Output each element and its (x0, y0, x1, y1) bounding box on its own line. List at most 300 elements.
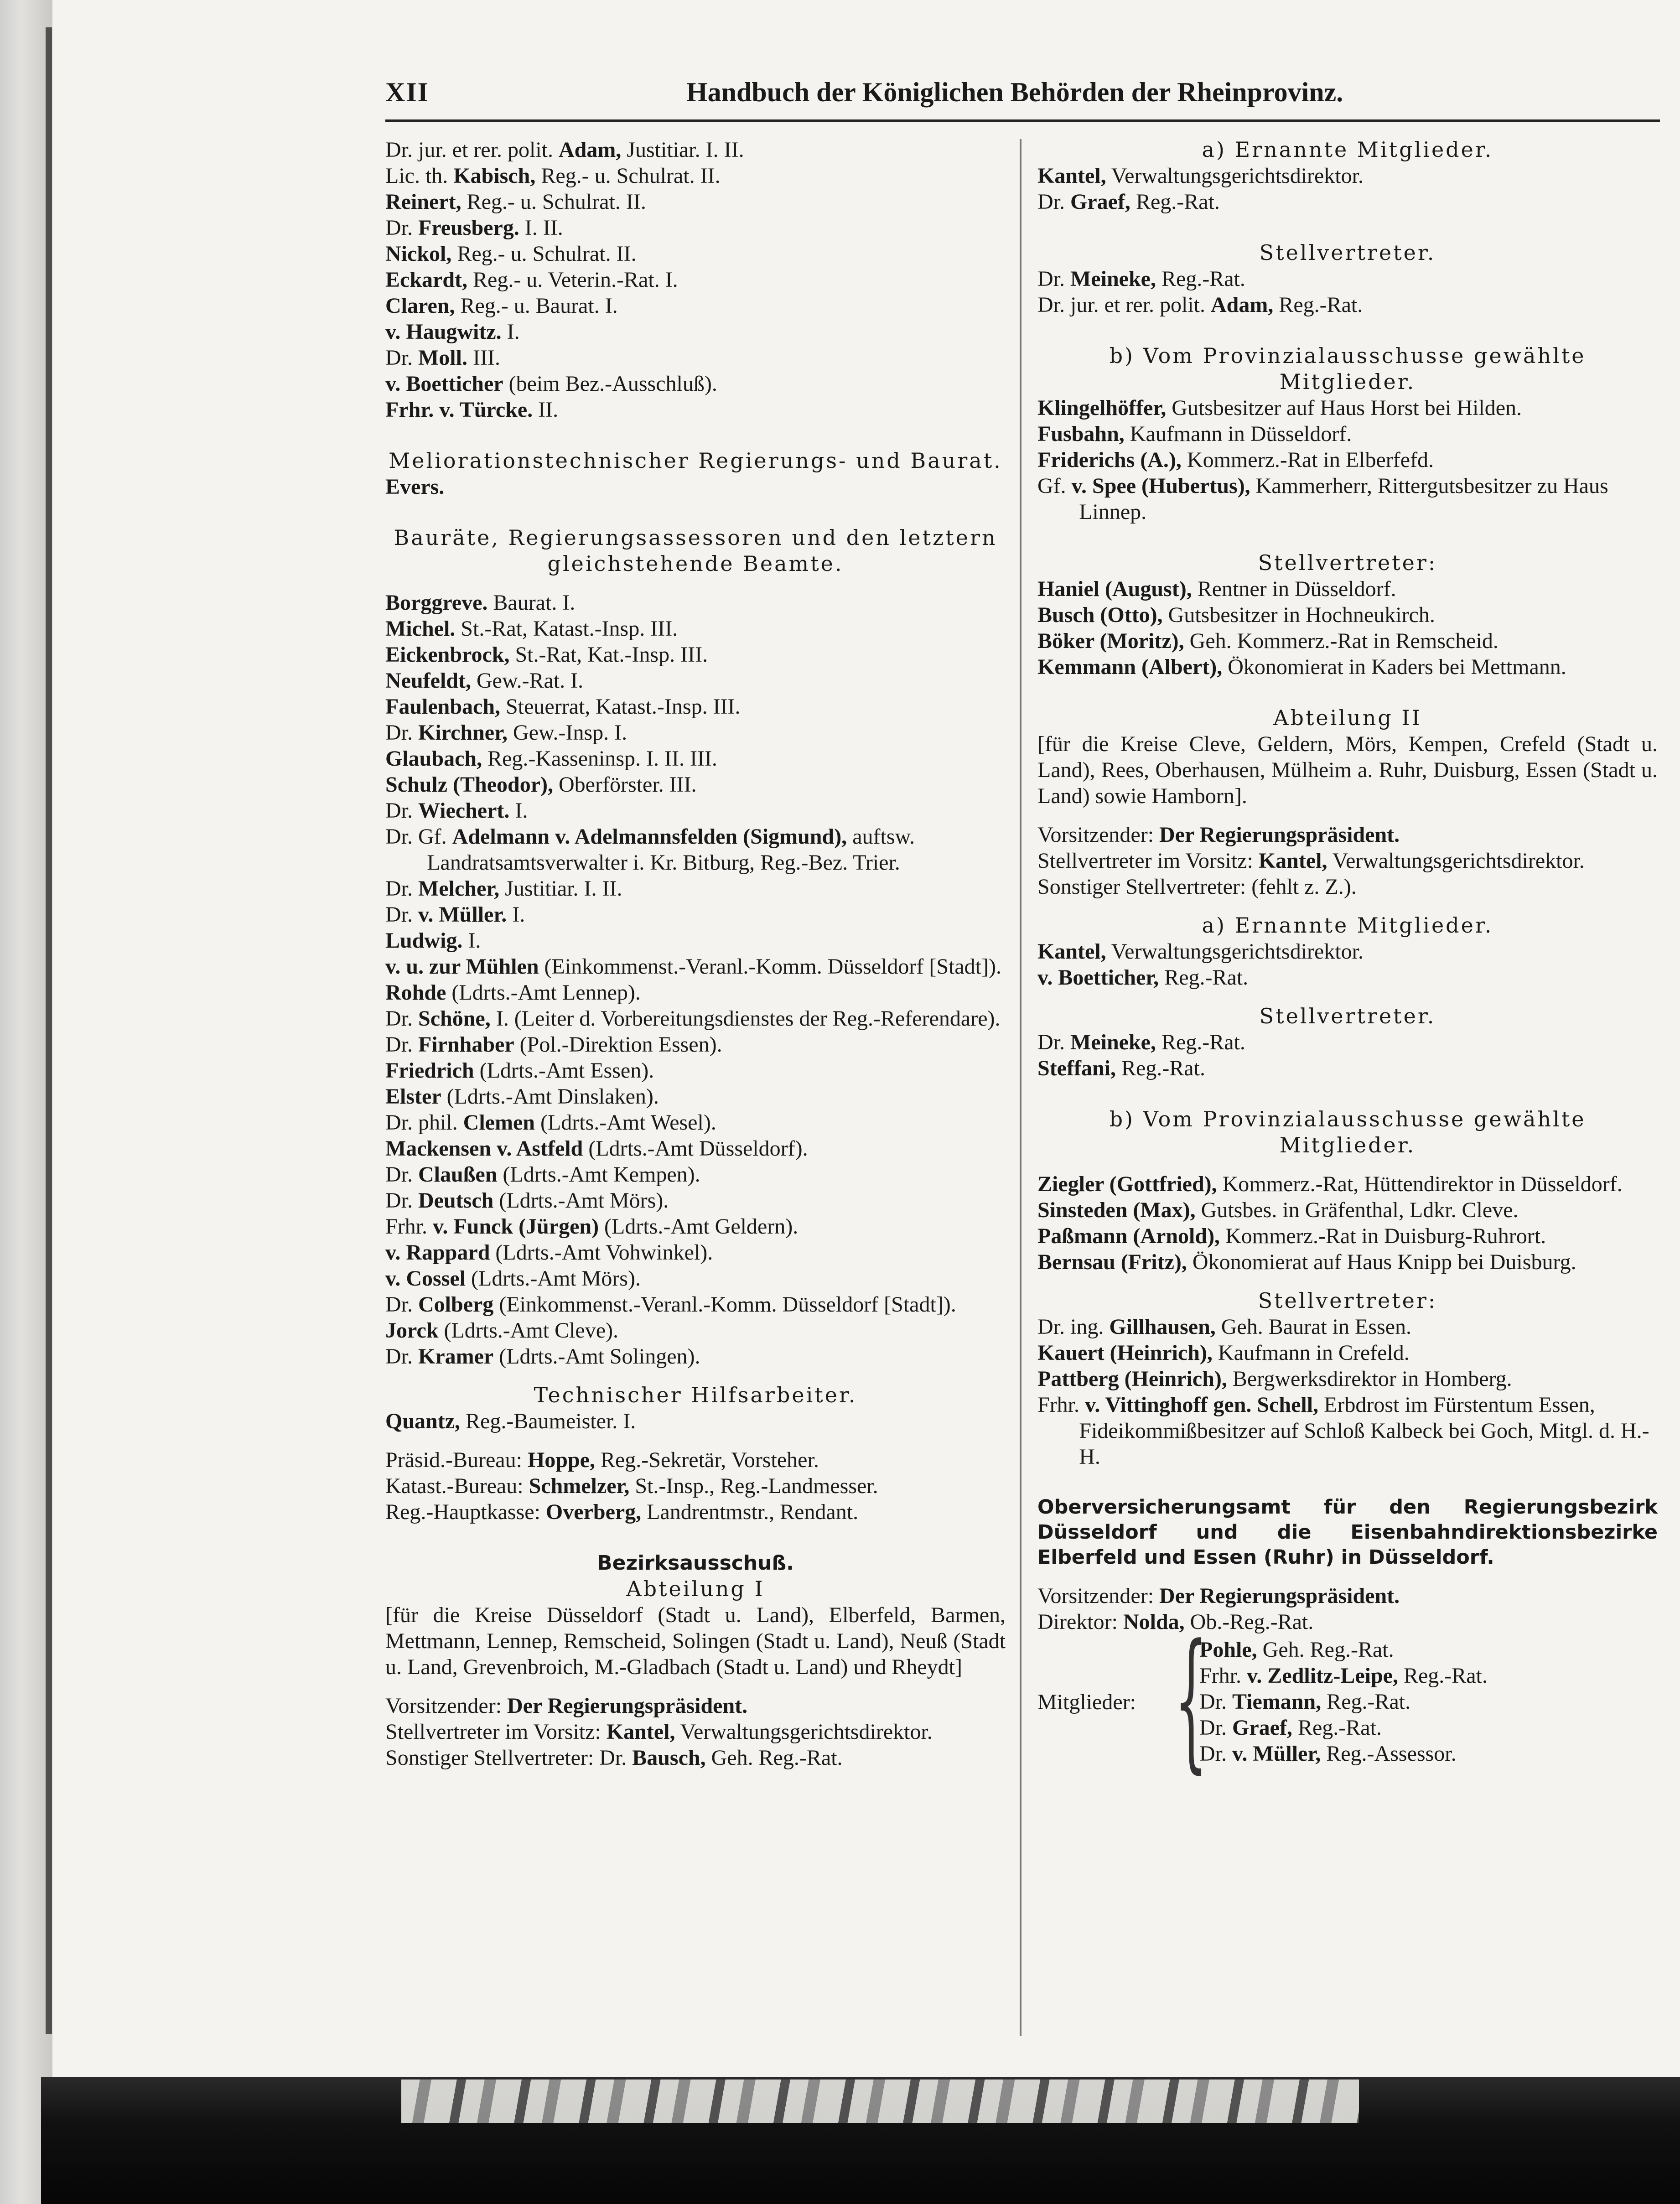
entry-detail: Reg.- u. Veterin.-Rat. I. (467, 268, 678, 292)
entry-prefix: Dr. (385, 1162, 418, 1187)
entry-name: Eickenbrock, (385, 643, 510, 667)
entry-list (1037, 1314, 1658, 1470)
entry-name: Friedrich (385, 1058, 474, 1083)
list-entry (385, 1188, 1006, 1213)
entry-detail: Kaufmann in Crefeld. (1212, 1341, 1410, 1365)
list-entry (1037, 1197, 1658, 1223)
list-entry (1037, 1583, 1658, 1609)
entry-name: Meineke, (1070, 1030, 1156, 1054)
entry-name: Neufeldt, (385, 669, 471, 693)
list-entry (385, 163, 1006, 189)
list-entry (385, 694, 1006, 720)
entry-name: Kantel, (1258, 849, 1327, 873)
entry-detail: St.-Rat, Kat.-Insp. III. (509, 643, 708, 667)
section-heading-gewaehlte-2: b) Vom Provinzialausschusse gewählte Mitglieder. (1109, 1107, 1586, 1157)
entry-detail: Landrentmstr., Rendant. (641, 1500, 859, 1524)
list-entry (385, 1745, 1006, 1771)
list-entry (1037, 447, 1658, 473)
entry-detail: (Einkommenst.-Veranl.-Komm. Düsseldorf [Stadt]). (539, 954, 1001, 979)
entry-prefix: Vorsitzender: (1037, 823, 1160, 847)
column-divider (1020, 139, 1021, 2036)
entry-name: Elster (385, 1084, 441, 1109)
entry-list (1037, 395, 1658, 525)
entry-detail: Geh. Baurat in Essen. (1215, 1315, 1411, 1339)
list-entry (385, 902, 1006, 928)
section-heading-baurate: Bauräte, Regierungsassessoren und den letztern gleichstehende Beamte. (394, 525, 997, 576)
entry-name: Friderichs (A.), (1037, 448, 1182, 472)
bureau-list (385, 1447, 1006, 1525)
entry-name: Haniel (August), (1037, 577, 1192, 601)
entry-name: Frhr. v. Türcke. (385, 398, 533, 422)
entry-name: Kantel, (606, 1720, 675, 1744)
list-entry (1037, 1029, 1658, 1055)
list-entry (385, 345, 1006, 371)
list-entry (385, 241, 1006, 267)
entry-list (1037, 576, 1658, 680)
entry-prefix: Dr. (385, 902, 418, 927)
entry-detail: Reg.-Kasseninsp. I. II. III. (482, 747, 717, 771)
entry-name: Deutsch (418, 1188, 494, 1213)
entry-prefix: Frhr. (1037, 1393, 1085, 1417)
left-column (385, 137, 1006, 1771)
entry-prefix: Dr. (385, 1292, 418, 1317)
list-entry (385, 720, 1006, 746)
entry-detail: (Einkommenst.-Veranl.-Komm. Düsseldorf [Stadt]). (493, 1292, 956, 1317)
entry-name: Michel. (385, 617, 456, 641)
entry-detail: (Pol.-Direktion Essen). (514, 1032, 722, 1057)
entry-detail: Gutsbesitzer in Hochneukirch. (1162, 603, 1435, 627)
entry-name: Der Regierungspräsident. (1159, 1584, 1400, 1608)
list-entry (385, 1693, 1006, 1719)
entry-detail: Steuerrat, Katast.-Insp. III. (500, 695, 741, 719)
list-entry (385, 189, 1006, 215)
list-entry (1037, 473, 1658, 525)
list-entry (385, 1239, 1006, 1265)
entry-name: Kantel, (1037, 164, 1106, 188)
page-header (385, 68, 1660, 114)
list-entry (385, 876, 1006, 902)
section-heading-meliorations: Meliorationstechnischer Regierungs- und Baurat. (389, 448, 1002, 473)
entry-detail: (Ldrts.-Amt Kempen). (497, 1162, 700, 1187)
entry-detail: Reg.-Rat. (1159, 965, 1249, 990)
entry-name: Eckardt, (385, 268, 467, 292)
entry-prefix: Vorsitzender: (1037, 1584, 1160, 1608)
entry-name: Hoppe, (527, 1448, 595, 1472)
list-entry (1037, 1171, 1658, 1197)
entry-prefix: Dr. (385, 799, 418, 823)
entry-name: Ziegler (Gottfried), (1037, 1172, 1217, 1196)
entry-detail: (beim Bez.-Ausschluß). (503, 372, 717, 396)
entry-name: v. Müller. (418, 902, 507, 927)
list-entry (1037, 1055, 1658, 1081)
entry-detail: Reg.-Rat. (1273, 293, 1363, 317)
scan-torn-edge (401, 2080, 1359, 2123)
list-entry (1037, 266, 1658, 292)
entry-prefix: Dr. (1037, 190, 1070, 214)
list-entry (1037, 1249, 1658, 1275)
entry-detail: (Ldrts.-Amt Essen). (474, 1058, 654, 1083)
entry-name: Kemmann (Albert), (1037, 655, 1223, 679)
entry-prefix: Dr. (385, 1188, 418, 1213)
oberversicherungsamt-roles (1037, 1583, 1658, 1635)
entry-detail: (Ldrts.-Amt Mörs). (493, 1188, 669, 1213)
entry-name: Pattberg (Heinrich), (1037, 1367, 1227, 1391)
entry-detail: Ob.-Reg.-Rat. (1184, 1610, 1314, 1634)
entry-evers: Evers. (385, 475, 445, 499)
entry-prefix: Dr. (385, 216, 418, 240)
entry-name: Nolda, (1123, 1610, 1185, 1634)
list-entry (385, 1032, 1006, 1058)
list-entry (1037, 1314, 1658, 1340)
entry-name: Nickol, (385, 242, 452, 266)
list-entry (385, 772, 1006, 798)
entry-prefix: Dr. jur. et rer. polit. (1037, 293, 1211, 317)
entry-name: Meineke, (1070, 267, 1156, 291)
abteilung-2-roles (1037, 822, 1658, 900)
abteilung-1-text: [für die Kreise Düsseldorf (Stadt u. Land), Elberfeld, Barmen, Mettmann, Lennep, Remscheid, Solingen (Stadt u. Land), Neuß (Stadt u. Land, Grevenbroich, M.-Gladbach (Stadt u. Land) und Rheydt] (385, 1603, 1006, 1679)
entry-name: Colberg (418, 1292, 494, 1317)
entry-detail: Gutsbes. in Gräfenthal, Ldkr. Cleve. (1195, 1198, 1519, 1222)
entry-detail: II. (533, 398, 559, 422)
entry-name: v. Zedlitz-Leipe, (1247, 1664, 1398, 1688)
entry-name: Fusbahn, (1037, 422, 1125, 446)
entry-name: Bausch, (632, 1746, 706, 1770)
entry-detail: Gew.-Insp. I. (508, 721, 627, 745)
entry-prefix: Gf. (1037, 474, 1072, 498)
list-entry (1199, 1741, 1488, 1767)
list-entry (385, 746, 1006, 772)
entry-name: Steffani, (1037, 1056, 1116, 1080)
entry-name: Schmelzer, (529, 1474, 630, 1498)
entry-detail: Reg.- u. Schulrat. II. (535, 164, 721, 188)
entry-prefix: Sonstiger Stellvertreter: Dr. (385, 1746, 633, 1770)
section-heading-abteilung-1: Abteilung I (626, 1577, 765, 1601)
entry-detail: Verwaltungsgerichtsdirektor. (675, 1720, 933, 1744)
entry-detail: Geh. Reg.-Rat. (1257, 1638, 1394, 1662)
entry-name: Claren, (385, 294, 455, 318)
entry-name: Kramer (418, 1344, 494, 1369)
list-entry (385, 1343, 1006, 1369)
entry-name: Adelmann v. Adelmannsfelden (Sigmund), (452, 825, 847, 849)
entry-prefix: Dr. (385, 876, 418, 901)
list-entry (385, 590, 1006, 616)
list-entry (385, 319, 1006, 345)
entry-name: Busch (Otto), (1037, 603, 1163, 627)
entry-prefix: Dr. (385, 1032, 418, 1057)
list-entry (385, 1317, 1006, 1343)
entry-prefix: Stellvertreter im Vorsitz: (1037, 849, 1259, 873)
entry-list (1037, 266, 1658, 318)
entry-detail: Kommerz.-Rat in Elberfefd. (1181, 448, 1434, 472)
entry-name: Graef, (1232, 1716, 1292, 1740)
entry-detail: I. (462, 928, 481, 953)
scan-margin-left (0, 0, 52, 2204)
entry-detail: Reg.-Sekretär, Vorsteher. (595, 1448, 819, 1472)
entry-prefix: Dr. phil. (385, 1110, 463, 1135)
list-entry (385, 642, 1006, 668)
list-entry (1037, 965, 1658, 991)
entry-detail: Kommerz.-Rat in Duisburg-Ruhrort. (1220, 1224, 1546, 1248)
entry-name: Kirchner, (418, 721, 508, 745)
entry-name: Mackensen v. Astfeld (385, 1136, 583, 1161)
entry-name: v. u. zur Mühlen (385, 954, 539, 979)
list-entry (385, 1499, 1006, 1525)
entry-name: Jorck (385, 1318, 439, 1343)
section-heading-stellvertreter-2: Stellvertreter: (1258, 550, 1437, 575)
list-entry (1037, 939, 1658, 965)
entry-detail: Kammerherr, Rittergutsbesitzer zu Haus Linnep. (1079, 474, 1608, 524)
list-entry (385, 1006, 1006, 1032)
section-heading-ernannte-2: a) Ernannte Mitglieder. (1202, 913, 1493, 938)
list-entry (385, 1291, 1006, 1317)
entry-detail: St.-Rat, Katast.-Insp. III. (455, 617, 678, 641)
list-entry (385, 137, 1006, 163)
entry-list (385, 137, 1006, 423)
scan-binding-shadow (46, 27, 52, 2034)
header-rule (385, 119, 1660, 122)
entry-prefix: Dr. (1199, 1690, 1232, 1714)
list-entry (1037, 602, 1658, 628)
list-entry (385, 267, 1006, 293)
entry-detail: Geh. Reg.-Rat. (705, 1746, 843, 1770)
entry-detail: St.-Insp., Reg.-Landmesser. (629, 1474, 878, 1498)
entry-prefix: Dr. ing. (1037, 1315, 1110, 1339)
brace-icon: { (1174, 1612, 1208, 1787)
entry-detail: (Ldrts.-Amt Dinslaken). (441, 1084, 659, 1109)
entry-name: Claußen (418, 1162, 498, 1187)
members-label: Mitglieder: (1037, 1690, 1136, 1714)
list-entry (1037, 628, 1658, 654)
list-entry (385, 215, 1006, 241)
entry-detail: Bergwerksdirektor in Homberg. (1227, 1367, 1512, 1391)
entry-detail: auftsw. Landratsamtsverwalter i. Kr. Bitburg, Reg.-Bez. Trier. (427, 825, 915, 875)
entry-detail: Baurat. I. (487, 591, 576, 615)
entry-detail: I. II. (519, 216, 563, 240)
entry-detail: Reg.- u. Schulrat. II. (461, 190, 646, 214)
entry-prefix: Frhr. (385, 1214, 433, 1239)
entry-name: Schulz (Theodor), (385, 773, 554, 797)
entry-prefix: Frhr. (1199, 1664, 1247, 1688)
list-entry (385, 1058, 1006, 1084)
list-entry (385, 980, 1006, 1006)
list-entry (385, 1213, 1006, 1239)
entry-name: Der Regierungspräsident. (1159, 823, 1400, 847)
entry-detail: (Ldrts.-Amt Geldern). (599, 1214, 799, 1239)
entry-name: Wiechert. (418, 799, 510, 823)
entry-detail: (Ldrts.-Amt Wesel). (534, 1110, 716, 1135)
entry-detail: I. (509, 799, 528, 823)
section-heading-ernannte-1: a) Ernannte Mitglieder. (1202, 137, 1493, 162)
entry-name: v. Spee (Hubertus), (1071, 474, 1250, 498)
right-column (1037, 137, 1658, 1787)
entry-prefix: Dr. (1199, 1716, 1232, 1740)
running-title: Handbuch der Königlichen Behörden der Rheinprovinz. (686, 77, 1343, 107)
entry-quantz: Quantz, Reg.-Baumeister. I. (385, 1409, 636, 1433)
entry-prefix: Dr. (385, 1344, 418, 1369)
entry-name: Kauert (Heinrich), (1037, 1341, 1213, 1365)
entry-name: v. Boetticher (385, 372, 503, 396)
oberversicherungsamt-heading: Oberversicherungsamt für den Regierungsbezirk Düsseldorf und die Eisenbahndirektionsbezirke Elberfeld und Essen (Ruhr) in Düsseldorf. (1037, 1496, 1658, 1569)
entry-detail: (Ldrts.-Amt Mörs). (466, 1266, 641, 1291)
list-entry (1037, 654, 1658, 680)
entry-detail: Geh. Kommerz.-Rat in Remscheid. (1184, 629, 1499, 653)
entry-detail: I. (507, 902, 525, 927)
entry-list (1037, 163, 1658, 215)
entry-detail: Reg.-Rat. (1156, 1030, 1245, 1054)
entry-prefix: Stellvertreter im Vorsitz: (385, 1720, 607, 1744)
entry-name: Freusberg. (418, 216, 519, 240)
list-entry (1037, 163, 1658, 189)
section-heading-stellvertreter-1: Stellvertreter. (1259, 240, 1436, 265)
list-entry (385, 1719, 1006, 1745)
entry-name: v. Funck (Jürgen) (433, 1214, 599, 1239)
entry-name: v. Vittinghoff gen. Schell, (1085, 1393, 1319, 1417)
entry-prefix: Dr. (385, 346, 418, 370)
list-entry (1037, 292, 1658, 318)
list-entry (1037, 1392, 1658, 1470)
entry-name: Faulenbach, (385, 695, 501, 719)
entry-name: Kantel, (1037, 939, 1106, 964)
entry-name: Adam, (1210, 293, 1274, 317)
list-entry (1037, 822, 1658, 848)
entry-detail: III. (467, 346, 500, 370)
entry-detail: (Ldrts.-Amt Solingen). (493, 1344, 700, 1369)
entry-detail: Reg.-Rat. (1115, 1056, 1205, 1080)
entry-name: Clemen (463, 1110, 535, 1135)
list-entry (385, 954, 1006, 980)
page-number: XII (385, 77, 430, 107)
abteilung-1-roles (385, 1693, 1006, 1771)
entry-detail: I. (Leiter d. Vorbereitungsdienstes der Reg.-Referendare). (490, 1006, 1001, 1031)
entry-detail: Oberförster. III. (553, 773, 697, 797)
section-heading-stellvertreter-4: Stellvertreter: (1258, 1288, 1437, 1313)
entry-detail: Reg.-Rat. (1321, 1690, 1411, 1714)
entry-prefix: Reg.-Hauptkasse: (385, 1500, 546, 1524)
entry-detail: Kommerz.-Rat, Hüttendirektor in Düsseldorf. (1217, 1172, 1623, 1196)
entry-detail: (Ldrts.-Amt Cleve). (438, 1318, 619, 1343)
entry-detail: I. (501, 320, 520, 344)
entry-detail: Kaufmann in Düsseldorf. (1124, 422, 1352, 446)
entry-prefix: Dr. (1037, 267, 1070, 291)
list-entry (385, 371, 1006, 397)
entry-detail: Erbdrost im Fürstentum Essen, Fideikommißbesitzer auf Schloß Kalbeck bei Goch, Mitgl. d. H.-H. (1079, 1393, 1649, 1469)
entry-prefix: Dr. (385, 721, 418, 745)
list-entry (1037, 848, 1658, 874)
entry-detail: Gew.-Rat. I. (471, 669, 584, 693)
entry-detail: (Ldrts.-Amt Lennep). (446, 980, 641, 1005)
entry-name: Firnhaber (418, 1032, 514, 1057)
entry-name: Gillhausen, (1109, 1315, 1216, 1339)
list-entry (1199, 1715, 1488, 1741)
entry-name: Glaubach, (385, 747, 482, 771)
entry-detail: Reg.- u. Baurat. I. (455, 294, 618, 318)
entry-detail: Reg.-Rat. (1156, 267, 1245, 291)
list-entry (1037, 576, 1658, 602)
entry-name: Rohde (385, 980, 446, 1005)
list-entry (1199, 1637, 1488, 1663)
entry-detail: Justitiar. I. II. (499, 876, 622, 901)
list-entry (385, 928, 1006, 954)
entry-prefix: Präsid.-Bureau: (385, 1448, 528, 1472)
entry-name: v. Cossel (385, 1266, 466, 1291)
entry-detail: Rentner in Düsseldorf. (1192, 577, 1396, 601)
entry-name: Böker (Moritz), (1037, 629, 1184, 653)
list-entry (385, 1447, 1006, 1473)
entry-detail: Reg.- u. Schulrat. II. (451, 242, 637, 266)
list-entry (1037, 395, 1658, 421)
entry-name: v. Müller, (1232, 1742, 1321, 1766)
list-entry (1199, 1689, 1488, 1715)
entry-list (1037, 1029, 1658, 1081)
entry-prefix: Dr. jur. et rer. polit. (385, 138, 559, 162)
list-entry (385, 397, 1006, 423)
entry-name: Moll. (418, 346, 467, 370)
section-heading-abteilung-2: Abteilung II (1273, 705, 1422, 730)
list-entry (385, 1084, 1006, 1110)
entry-prefix: Katast.-Bureau: (385, 1474, 529, 1498)
entry-name: v. Haugwitz. (385, 320, 502, 344)
entry-name: Reinert, (385, 190, 461, 214)
entry-prefix: Vorsitzender: (385, 1694, 508, 1718)
entry-detail: Reg.-Assessor. (1321, 1742, 1457, 1766)
list-entry (385, 668, 1006, 694)
entry-detail: Reg.-Rat. (1292, 1716, 1382, 1740)
entry-name: v. Rappard (385, 1240, 490, 1265)
entry-prefix: Dr. Gf. (385, 825, 452, 849)
entry-detail: Reg.-Rat. (1130, 190, 1220, 214)
section-heading-stellvertreter-3: Stellvertreter. (1259, 1004, 1436, 1028)
entry-detail: Verwaltungsgerichtsdirektor. (1106, 939, 1364, 964)
list-entry (385, 798, 1006, 824)
section-heading-gewaehlte-1: b) Vom Provinzialausschusse gewählte Mitglieder. (1109, 343, 1586, 394)
entry-name: Der Regierungspräsident. (507, 1694, 748, 1718)
list-entry (1037, 189, 1658, 215)
list-entry (1199, 1663, 1488, 1689)
list-entry (385, 1473, 1006, 1499)
entry-list (1037, 1171, 1658, 1275)
entry-name: Bernsau (Fritz), (1037, 1250, 1187, 1274)
list-entry (385, 1110, 1006, 1136)
list-entry (385, 1136, 1006, 1162)
entry-prefix: Sonstiger Stellvertreter: (fehlt z. Z.). (1037, 875, 1357, 899)
list-entry (385, 293, 1006, 319)
list-entry (1037, 421, 1658, 447)
entry-name: Graef, (1070, 190, 1130, 214)
entry-name: Ludwig. (385, 928, 463, 953)
abteilung-2-text: [für die Kreise Cleve, Geldern, Mörs, Kempen, Crefeld (Stadt u. Land), Rees, Oberhausen, Mülheim a. Ruhr, Duisburg, Essen (Stadt u. Land) sowie Hamborn]. (1037, 732, 1658, 808)
list-entry (385, 824, 1006, 876)
entry-detail: Ökonomierat in Kaders bei Mettmann. (1222, 655, 1566, 679)
list-entry (1037, 874, 1658, 900)
entry-detail: Reg.-Rat. (1398, 1664, 1488, 1688)
list-entry (385, 1265, 1006, 1291)
list-entry (1037, 1223, 1658, 1249)
entry-prefix: Direktor: (1037, 1610, 1123, 1634)
entry-prefix: Dr. (1199, 1742, 1232, 1766)
entry-detail: (Ldrts.-Amt Vohwinkel). (490, 1240, 713, 1265)
entry-name: Adam, (558, 138, 622, 162)
entry-detail: Verwaltungsgerichtsdirektor. (1106, 164, 1364, 188)
entry-name: Kabisch, (453, 164, 536, 188)
entry-name: Tiemann, (1232, 1690, 1322, 1714)
entry-name: Klingelhöffer, (1037, 396, 1167, 420)
list-entry (1037, 1340, 1658, 1366)
entry-name: Pohle, (1199, 1638, 1257, 1662)
entry-detail: (Ldrts.-Amt Düsseldorf). (583, 1136, 808, 1161)
section-heading-bezirksausschuss: Bezirksausschuß. (597, 1551, 794, 1575)
section-heading-technischer: Technischer Hilfsarbeiter. (534, 1383, 857, 1407)
entry-detail: Ökonomierat auf Haus Knipp bei Duisburg. (1187, 1250, 1576, 1274)
